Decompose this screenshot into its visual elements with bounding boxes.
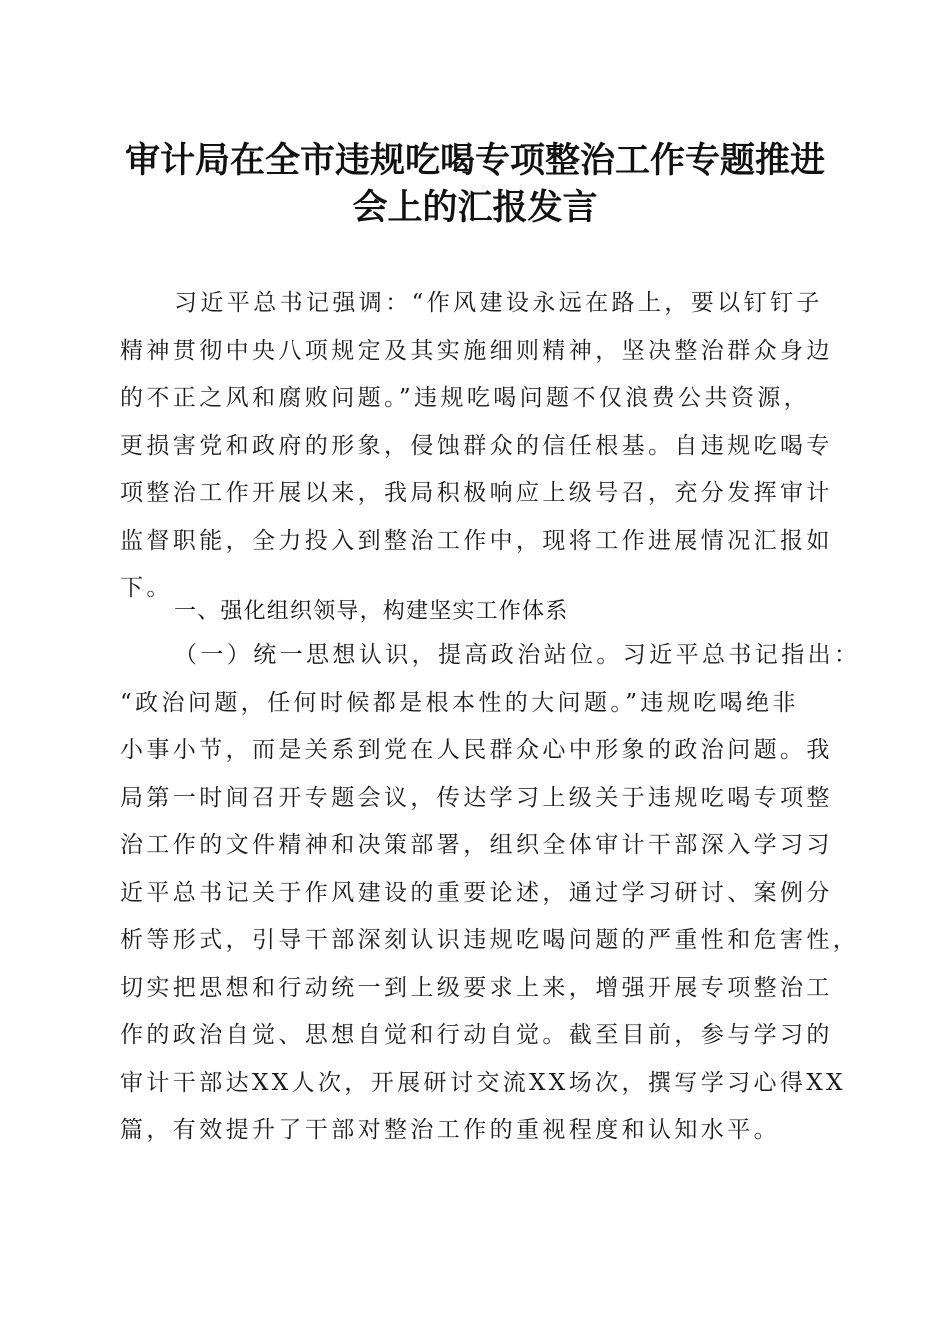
document-title xyxy=(100,138,850,232)
paragraph-line: 近平总书记关于作风建设的重要论述，通过学习研讨、案例分 xyxy=(120,879,833,906)
paragraph-line: “政治问题，任何时候都是根本性的大问题。”违规吃喝绝非 xyxy=(120,689,799,716)
paragraph-line: 治工作的文件精神和决策部署，组织全体审计干部深入学习习 xyxy=(120,832,833,858)
paragraph-line: 析等形式，引导干部深刻认识违规吃喝问题的严重性和危害性， xyxy=(120,927,860,953)
paragraph-line: 篇，有效提升了干部对整治工作的重视程度和认知水平。 xyxy=(120,1117,780,1143)
paragraph-line: 审计干部达XX人次，开展研讨交流XX场次，撰写学习心得XX xyxy=(120,1069,846,1096)
title-line-1: 审计局在全市违规吃喝专项整治工作专题推进 xyxy=(124,141,825,181)
paragraph-line: 监督职能，全力投入到整治工作中，现将工作进展情况汇报如 xyxy=(120,527,833,554)
paragraph-line: 习近平总书记强调：“作风建设永远在路上，要以钉钉子 xyxy=(174,290,823,316)
title-line-2: 会上的汇报发言 xyxy=(352,188,598,228)
paragraph-line: （一）统一思想认识，提高政治站位。习近平总书记指出： xyxy=(174,642,861,668)
paragraph-line: 作的政治自觉、思想自觉和行动自觉。截至目前，参与学习的 xyxy=(120,1022,833,1048)
paragraph-line: 局第一时间召开专题会议，传达学习上级关于违规吃喝专项整 xyxy=(120,784,833,811)
paragraph-line: 切实把思想和行动统一到上级要求上来，增强开展专项整治工 xyxy=(120,974,833,1001)
paragraph-line: 项整治工作开展以来，我局积极响应上级号召，充分发挥审计 xyxy=(120,480,833,506)
paragraph-line: 更损害党和政府的形象，侵蚀群众的信任根基。自违规吃喝专 xyxy=(120,432,833,459)
paragraph-line: 的不正之风和腐败问题。”违规吃喝问题不仅浪费公共资源， xyxy=(120,385,811,411)
paragraph-line: 下。 xyxy=(120,575,173,601)
section-heading: 一、强化组织领导，构建坚实工作体系 xyxy=(174,599,569,624)
intro-paragraph xyxy=(120,280,835,613)
paragraph-line: 小事小节，而是关系到党在人民群众心中形象的政治问题。我 xyxy=(120,737,833,763)
paragraph-line: 精神贯彻中央八项规定及其实施细则精神，坚决整治群众身边 xyxy=(120,337,833,364)
section1-paragraph xyxy=(120,632,861,1155)
